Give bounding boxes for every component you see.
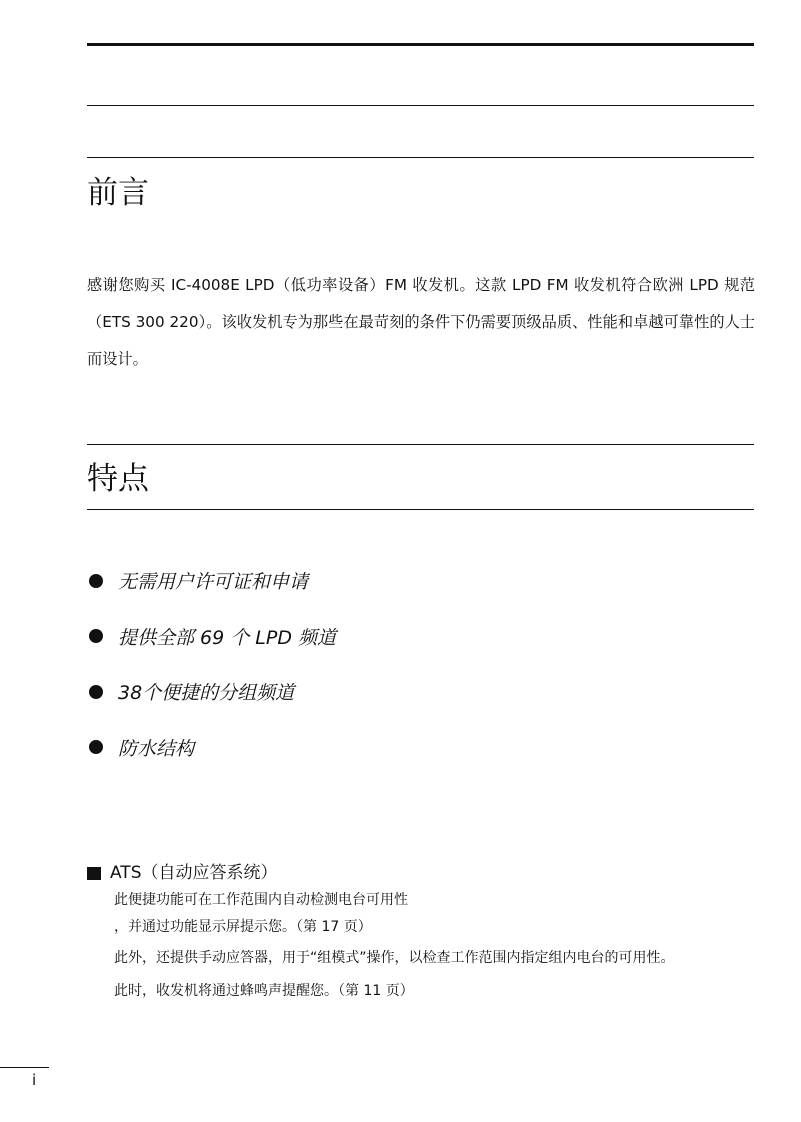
bullet-dot-icon [89, 574, 103, 588]
list-item [89, 609, 336, 665]
preface-paragraph: 感谢您购买 IC-4008E LPD（低功率设备）FM 收发机。这款 LPD FM 收发机符合欧洲 LPD 规范（ETS 300 220）。该收发机专为那些在最苛刻的条件下仍需要顶级品质、性能和卓越可靠性的人士而设计。 [87, 276, 755, 368]
top-thick-rule [87, 43, 754, 46]
ats-title-text: ATS（自动应答系统） [110, 863, 278, 883]
feature-list [89, 553, 336, 775]
feature-text: 提供全部 69 个 LPD 频道 [118, 626, 337, 649]
features-heading: 特点 [87, 461, 149, 497]
list-item [89, 720, 336, 776]
bullet-dot-icon [89, 740, 103, 754]
ats-line: ，并通过功能显示屏提示您。（第 17 页） [114, 919, 372, 935]
list-item [89, 553, 336, 609]
bullet-dot-icon [89, 685, 103, 699]
bullet-dot-icon [89, 629, 103, 643]
ats-title [87, 860, 278, 886]
features-top-rule [87, 444, 754, 445]
preface-heading: 前言 [87, 175, 149, 211]
features-bottom-rule [87, 509, 754, 510]
header-rule [87, 105, 754, 106]
feature-text: 防水结构 [118, 737, 195, 760]
page-number: i [32, 1071, 37, 1089]
footer-rule [0, 1067, 49, 1068]
feature-text: 无需用户许可证和申请 [118, 571, 309, 594]
feature-text: 38个便捷的分组频道 [118, 682, 295, 705]
list-item [89, 664, 336, 720]
preface-top-rule [87, 157, 754, 158]
ats-line: 此便捷功能可在工作范围内自动检测电台可用性 [114, 892, 408, 908]
ats-line: 此时，收发机将通过蜂鸣声提醒您。（第 11 页） [114, 983, 414, 999]
square-bullet-icon [87, 867, 101, 880]
ats-line: 此外，还提供手动应答器，用于“组模式”操作，以检查工作范围内指定组内电台的可用性。 [114, 950, 675, 966]
